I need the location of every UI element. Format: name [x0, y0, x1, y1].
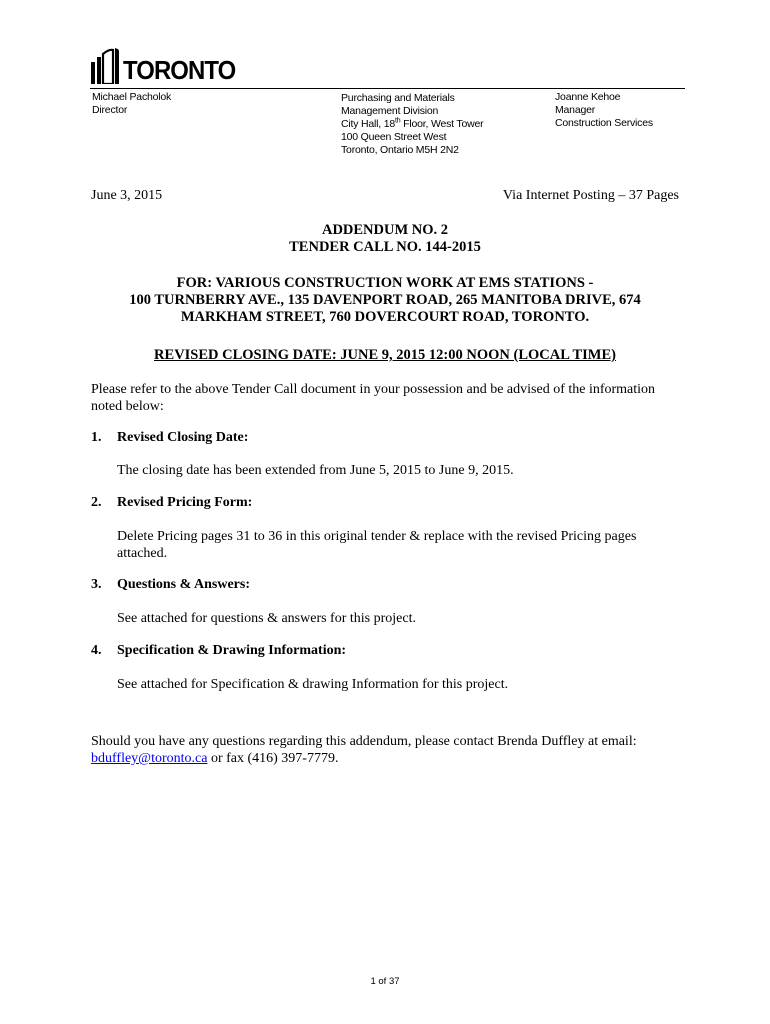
- addendum-title: [90, 222, 680, 256]
- document-date: June 3, 2015: [91, 188, 163, 203]
- division-line-2: Management Division: [341, 105, 439, 117]
- tender-call-number: TENDER CALL NO. 144-2015: [289, 239, 481, 255]
- address-line-3-sup: th: [395, 117, 401, 125]
- address-line-5: Toronto, Ontario M5H 2N2: [341, 144, 459, 156]
- item-4-number: 4.: [91, 643, 102, 658]
- item-4-body: See attached for Specification & drawing Information for this project.: [117, 677, 509, 692]
- item-3-body: See attached for questions & answers for this project.: [117, 611, 416, 626]
- header-left-contact: [92, 91, 171, 117]
- item-3-heading: Questions & Answers:: [117, 577, 251, 592]
- contact-email-link[interactable]: bduffley@toronto.ca: [91, 751, 208, 766]
- project-line-2: 100 TURNBERRY AVE., 135 DAVENPORT ROAD, 265 MANITOBA DRIVE, 674: [129, 292, 641, 308]
- item-4-heading: Specification & Drawing Information:: [117, 643, 347, 658]
- director-title: Director: [92, 104, 128, 116]
- address-line-3-suffix: Floor, West Tower: [400, 118, 484, 130]
- city-hall-icon: [90, 48, 120, 84]
- address-line-3: [341, 118, 483, 131]
- manager-name: Joanne Kehoe: [555, 91, 621, 103]
- contact-paragraph: [91, 733, 671, 767]
- intro-paragraph: Please refer to the above Tender Call document in your possession and be advised of the information noted below:: [91, 382, 656, 414]
- item-2-body: Delete Pricing pages 31 to 36 in this original tender & replace with the revised Pricing pages attached.: [117, 529, 637, 561]
- project-title: [90, 275, 680, 326]
- manager-department: Construction Services: [555, 117, 653, 129]
- item-3-number: 3.: [91, 577, 102, 592]
- item-1-heading: Revised Closing Date:: [117, 430, 249, 445]
- item-2-heading: Revised Pricing Form:: [117, 495, 253, 510]
- header-division-address: [341, 92, 483, 157]
- addendum-number: ADDENDUM NO. 2: [321, 222, 449, 238]
- posting-note: Via Internet Posting – 37 Pages: [502, 188, 679, 203]
- address-line-4: 100 Queen Street West: [341, 131, 447, 143]
- director-name: Michael Pacholok: [92, 91, 172, 103]
- header-right-contact: [555, 91, 653, 130]
- toronto-logo: [90, 48, 245, 84]
- address-line-3-prefix: City Hall, 18: [341, 118, 396, 130]
- item-1-body: The closing date has been extended from June 5, 2015 to June 9, 2015.: [117, 463, 514, 478]
- contact-fax: or fax (416) 397-7779.: [207, 751, 339, 766]
- manager-title: Manager: [555, 104, 596, 116]
- logo-wordmark: TORONTO: [123, 55, 236, 85]
- project-line-3: MARKHAM STREET, 760 DOVERCOURT ROAD, TORONTO.: [180, 309, 590, 325]
- division-line-1: Purchasing and Materials: [341, 92, 455, 104]
- revised-closing-date: REVISED CLOSING DATE: JUNE 9, 2015 12:00 NOON (LOCAL TIME): [154, 347, 616, 363]
- page-number: 1 of 37: [370, 976, 400, 987]
- item-1-number: 1.: [91, 430, 102, 445]
- item-2-number: 2.: [91, 495, 102, 510]
- contact-text: Should you have any questions regarding this addendum, please contact Brenda Duffley at email:: [91, 734, 637, 749]
- header-rule: [90, 88, 685, 89]
- project-line-1: FOR: VARIOUS CONSTRUCTION WORK AT EMS STATIONS -: [176, 275, 594, 291]
